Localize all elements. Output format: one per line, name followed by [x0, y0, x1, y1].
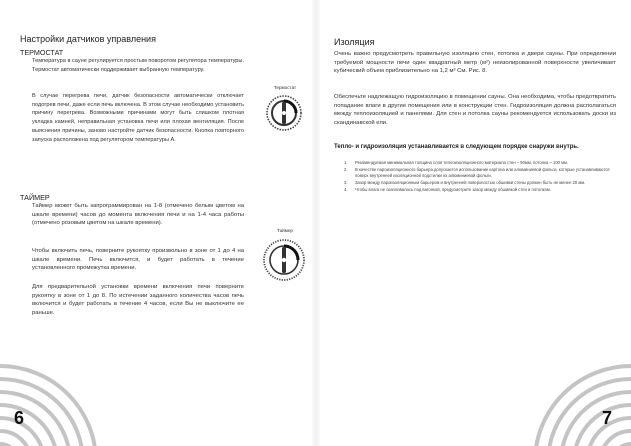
timer-paragraph-1: Таймер может быть запрограммирован на 1-8 (отмечено белым цветом на шкале времени) часов до момента включения печи и на 1-4 часа работы (отмечено розовым цветом на шкале времени). — [32, 203, 244, 227]
page-number-left: 6 — [14, 408, 25, 428]
thermostat-paragraph-2: В случае перегрева печи, датчик безопасности автоматически отключает подогрев печи, даже если печь включена. В этом случае необходимо установить причину перегрева. Возможными причинами могут быть слишком плотная укладка камней, неправильная установка печи или плохая вентиляция. После выяснения причины, заново настройте датчик безопасности. Кнопка повторного запуска расположена под регулятором температуры А. — [32, 93, 244, 143]
timer-dial-icon — [260, 236, 308, 284]
insulation-paragraph-1: Очень важно предусмотреть правильную изоляцию стен, потолка и двери сауны. При определении требуемой мощности печи один квадратный метр (м²) неизолированной поверхности увеличивает кубический объем приблизительно на 1,2 м³ См. Рис. 8. — [334, 51, 616, 75]
insulation-order-note: Тепло- и гидроизоляция устанавливается в следующем порядке снаружи внутрь. — [334, 144, 579, 150]
insulation-heading: Изоляция — [334, 37, 375, 47]
list-item: 3. Зазор между пароизоляционным барьером и внутренней поверхностью обшивки стены должен быть не менее 20 мм. — [344, 180, 586, 186]
thermostat-dial-label: Термостат — [273, 85, 297, 90]
thermostat-dial-icon — [263, 92, 305, 134]
timer-dial-label: Таймер — [277, 228, 293, 233]
list-item: 2. В качестве пароизоляционного барьера допускается использование картона или алюминиевой фольги, которые устанавливаются поверх внутренней изоляционной подстилки из алюминиевой фольги. — [344, 167, 610, 179]
insulation-paragraph-2: Обеспечьте надлежащую гидроизоляцию в помещении сауны. Она необходима, чтобы предотвратить попадание влаги в другие помещения или в конструкции стен. Гидроизоляция должна располагаться между теплоизоляцией и панелями. Для стен и потолка сауны рекомендуется использовать доски из скандинавской ели. — [334, 94, 616, 127]
timer-title: ТАЙМЕР — [20, 193, 50, 202]
insulation-notes-list — [344, 160, 614, 194]
page-number-right: 7 — [602, 408, 613, 428]
timer-paragraph-2: Чтобы включить печь, поверните рукоятку произвольно в зоне от 1 до 4 на шкале времени. Печь включится, и будет работать в течение установленного промежутка времени. — [32, 248, 244, 272]
decorative-rings-right — [511, 346, 631, 446]
decorative-rings-left — [0, 346, 120, 446]
list-item: 4. Чтобы влага не скапливалась под вагонкой, предусмотрите зазор между обшивкой стен и потолком. — [344, 187, 551, 193]
timer-paragraph-3: Для предварительной установки времени включения печи поверните рукоятку в зоне от 1 до 8. По истечении заданного количества часов печь включится и будет работать в течение 4 часов, если Вы не выключите ее раньше. — [32, 284, 244, 317]
thermostat-title: ТЕРМОСТАТ — [20, 48, 64, 57]
page-heading: Настройки датчиков управления — [20, 34, 156, 44]
thermostat-paragraph-1: Температура в сауне регулируется простым поворотом регулятора температуры. Термостат автоматически поддерживает выбранную температуру. — [32, 58, 244, 73]
right-page — [316, 0, 631, 446]
list-item: 1. Рекомендуемая минимальная толщина слоя теплоизоляционного материала стен – 50мм, потолка – 100 мм. — [344, 160, 569, 165]
